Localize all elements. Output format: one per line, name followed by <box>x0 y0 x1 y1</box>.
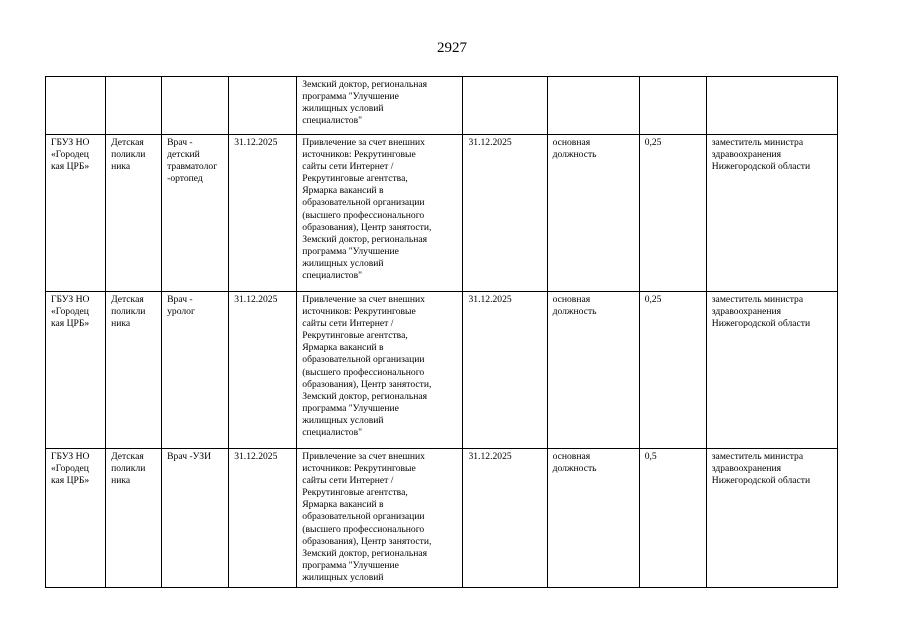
responsible-cell: заместитель министра здравоохранения Нижегородской области <box>706 292 837 449</box>
measures-cell: Земский доктор, региональная программа "Улучшение жилищных условий специалистов" <box>297 77 463 135</box>
deadline-cell: 31.12.2025 <box>463 449 547 588</box>
rate-type-cell: основная должность <box>547 292 639 449</box>
date-cell: 31.12.2025 <box>229 449 297 588</box>
deadline-cell: 31.12.2025 <box>463 135 547 292</box>
org-cell: ГБУЗ НО «Городец кая ЦРБ» <box>46 292 106 449</box>
deadline-cell: 31.12.2025 <box>463 292 547 449</box>
dept-cell: Детская поликли ника <box>106 292 162 449</box>
date-cell: 31.12.2025 <box>229 135 297 292</box>
table-row <box>46 77 838 135</box>
org-cell <box>46 77 106 135</box>
rate-cell: 0,25 <box>639 292 706 449</box>
responsible-cell <box>706 77 837 135</box>
rate-cell <box>639 77 706 135</box>
dept-cell: Детская поликли ника <box>106 449 162 588</box>
dept-cell: Детская поликли ника <box>106 135 162 292</box>
measures-cell: Привлечение за счет внешних источников: Рекрутинговые сайты сети Интернет / Рекрутинговые агентства, Ярмарка вакансий в образовательной организации (высшего профессионального образования), Центр занятости, Земский доктор, региональная программа "Улучшение жилищных условий <box>297 449 463 588</box>
dept-cell <box>106 77 162 135</box>
position-cell: Врач -УЗИ <box>162 449 229 588</box>
rate-cell: 0,25 <box>639 135 706 292</box>
staffing-table <box>45 76 838 588</box>
rate-type-cell: основная должность <box>547 135 639 292</box>
table-row <box>46 449 838 588</box>
page-number: 2927 <box>437 40 467 56</box>
rate-type-cell <box>547 77 639 135</box>
date-cell: 31.12.2025 <box>229 292 297 449</box>
org-cell: ГБУЗ НО «Городец кая ЦРБ» <box>46 449 106 588</box>
rate-cell: 0,5 <box>639 449 706 588</box>
table-row <box>46 135 838 292</box>
measures-cell: Привлечение за счет внешних источников: Рекрутинговые сайты сети Интернет / Рекрутинговые агентства, Ярмарка вакансий в образовательной организации (высшего профессионального образования), Центр занятости, Земский доктор, региональная программа "Улучшение жилищных условий специалистов" <box>297 292 463 449</box>
measures-cell: Привлечение за счет внешних источников: Рекрутинговые сайты сети Интернет / Рекрутинговые агентства, Ярмарка вакансий в образовательной организации (высшего профессионального образования), Центр занятости, Земский доктор, региональная программа "Улучшение жилищных условий специалистов" <box>297 135 463 292</box>
responsible-cell: заместитель министра здравоохранения Нижегородской области <box>706 449 837 588</box>
org-cell: ГБУЗ НО «Городец кая ЦРБ» <box>46 135 106 292</box>
rate-type-cell: основная должность <box>547 449 639 588</box>
deadline-cell <box>463 77 547 135</box>
responsible-cell: заместитель министра здравоохранения Нижегородской области <box>706 135 837 292</box>
position-cell <box>162 77 229 135</box>
position-cell: Врач - детский травматолог -ортопед <box>162 135 229 292</box>
table-row <box>46 292 838 449</box>
position-cell: Врач - уролог <box>162 292 229 449</box>
date-cell <box>229 77 297 135</box>
